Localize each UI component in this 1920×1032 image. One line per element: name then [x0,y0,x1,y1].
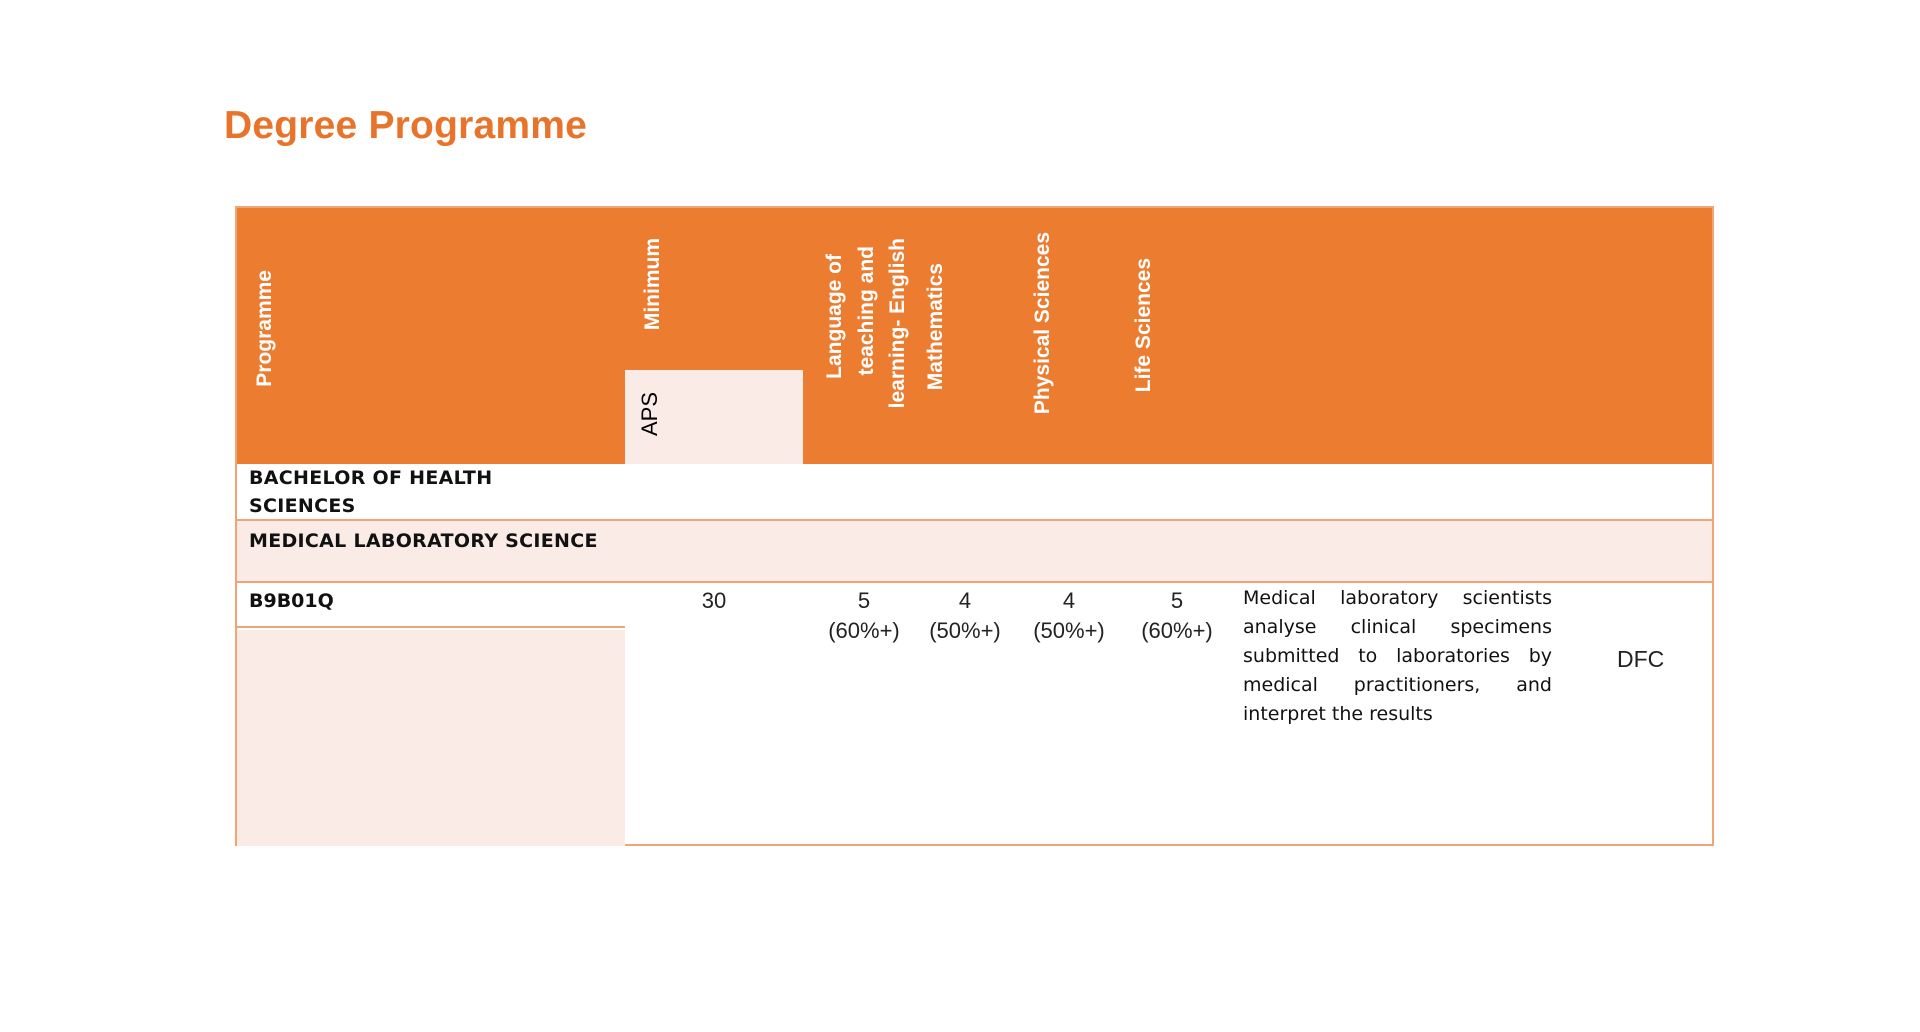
programme-description: Medical laboratory scientists analyse clinical specimens submitted to laboratories by medical practitioners, and interpret the results [1243,587,1552,725]
language-requirement [819,586,909,646]
mathematics-percent: (50%+) [929,618,1001,643]
life-sciences-level: 5 [1170,588,1184,613]
header-language-line1: Language of [823,254,846,379]
aps-header-cell [625,370,803,464]
header-physical-sciences: Physical Sciences [1031,232,1054,415]
physical-sciences-level: 4 [1062,588,1076,613]
faculty-row [237,464,1712,521]
department-name: MEDICAL LABORATORY SCIENCE [249,530,598,552]
header-minimum: Minimum [641,238,664,331]
mathematics-level: 4 [958,588,972,613]
header-life-sciences: Life Sciences [1132,258,1155,393]
faculty-line-1: BACHELOR OF HEALTH [249,467,493,489]
aps-score: 30 [701,588,727,613]
programme-empty-cell [237,630,625,846]
header-language-line2: teaching and [855,246,878,376]
header-programme: Programme [253,270,276,387]
header-language-line3: learning- English [886,238,909,409]
department-row [237,521,1712,583]
header-mathematics: Mathematics [924,263,947,391]
faculty-line-2: SCIENCES [249,495,356,517]
programme-code: B9B01Q [249,590,334,612]
header-aps: APS [637,392,662,437]
physical-sciences-percent: (50%+) [1033,618,1105,643]
life-sciences-requirement [1132,586,1222,646]
table-header [237,208,1712,464]
aps-value [684,586,744,616]
language-percent: (60%+) [828,618,900,643]
admission-requirements-table [235,206,1714,846]
programme-code-cell [237,583,625,628]
mathematics-requirement [920,586,1010,646]
page-title: Degree Programme [224,104,588,147]
physical-sciences-requirement [1024,586,1114,646]
life-sciences-percent: (60%+) [1141,618,1213,643]
language-level: 5 [857,588,871,613]
campus-code: DFC [1617,646,1665,672]
